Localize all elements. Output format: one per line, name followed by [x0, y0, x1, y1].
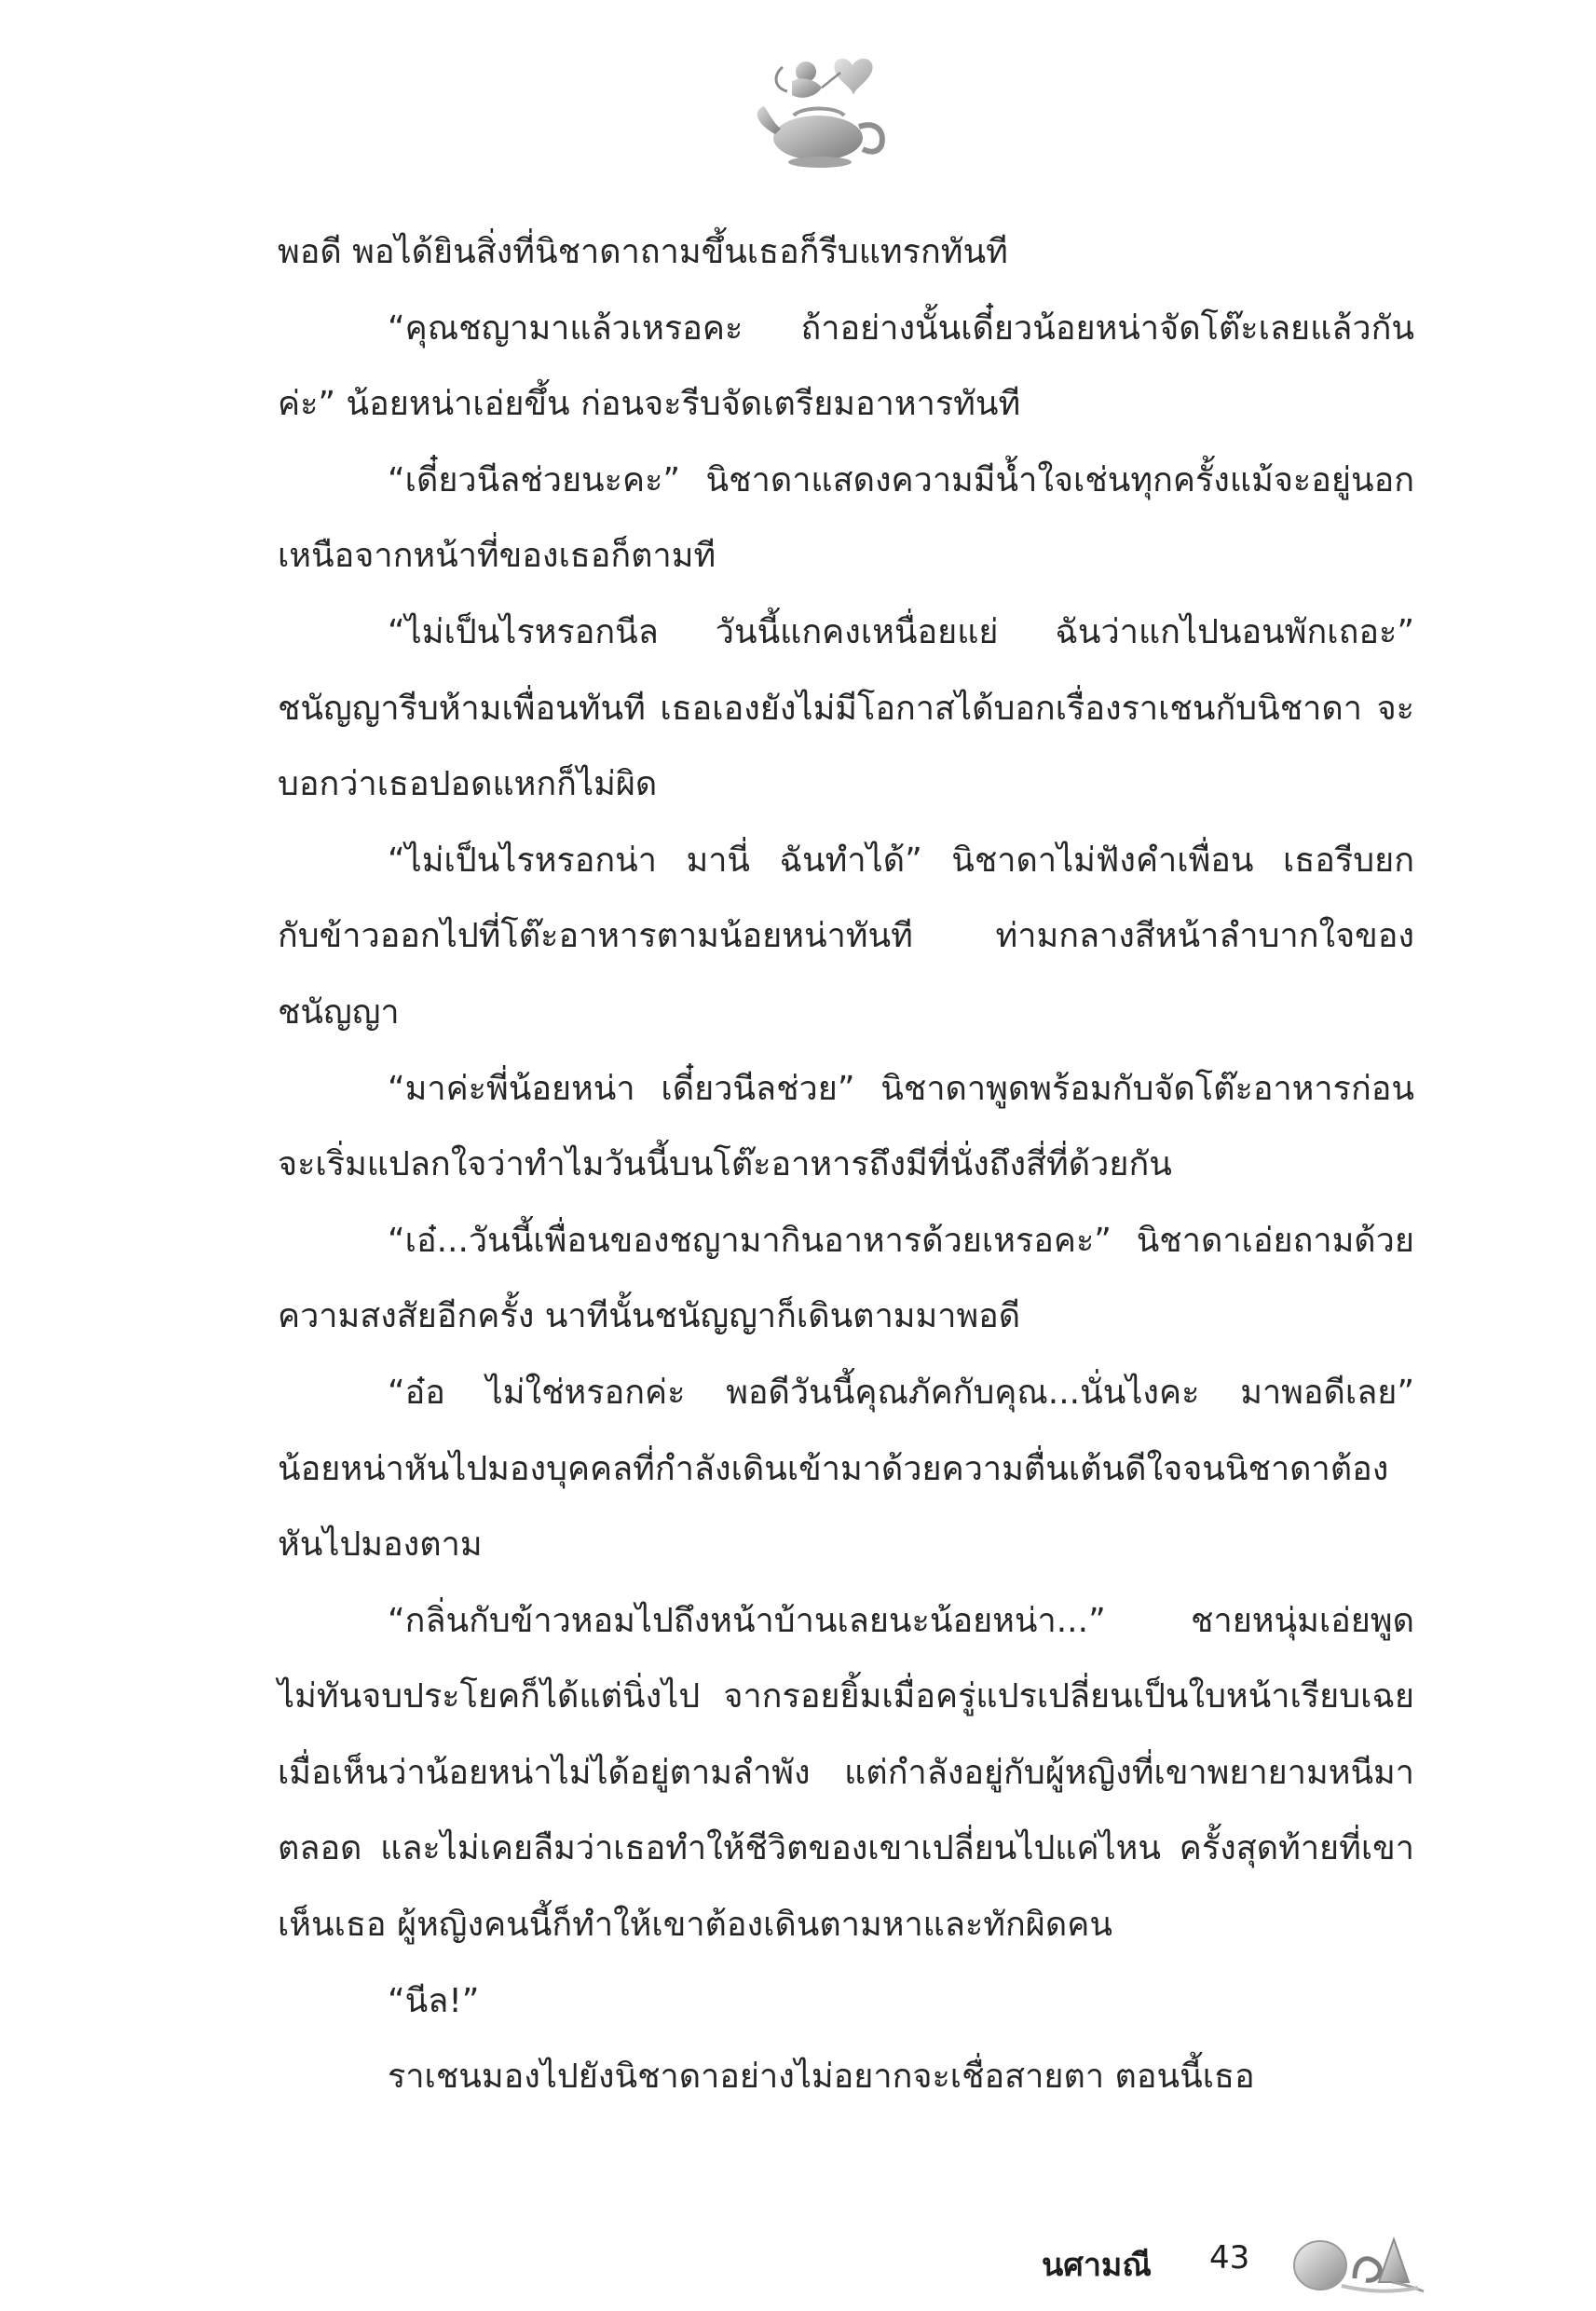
paragraph: พอดี พอได้ยินสิ่งที่นิชาดาถามขึ้นเธอก็รีบแทรกทันที [278, 233, 1008, 271]
page-number: 43 [1209, 2239, 1250, 2277]
paragraph: “กลิ่นกับข้าวหอมไปถึงหน้าบ้านเลยนะน้อยหน่า...” ชายหนุ่มเอ่ยพูดไม่ทันจบประโยคก็ได้แต่นิ่งไป จากรอยยิ้มเมื่อครู่แปรเปลี่ยนเป็นใบหน้าเรียบเฉย เมื่อเห็นว่าน้อยหน่าไม่ได้อยู่ตามลำพัง แต่กำลังอยู่กับผู้หญิงที่เขาพยายามหนีมาตลอด และไม่เคยลืมว่าเธอทำให้ชีวิตของเขาเปลี่ยนไปแค่ไหน ครั้งสุดท้ายที่เขาเห็นเธอ ผู้หญิงคนนี้ก็ทำให้เขาต้องเดินตามหาและทักผิดคน [278, 1601, 1414, 1945]
paragraph: “เอ๋...วันนี้เพื่อนของชญามากินอาหารด้วยเหรอคะ” นิชาดาเอ่ยถามด้วยความสงสัยอีกครั้ง นาทีนั้นชนัญญาก็เดินตามมาพอดี [278, 1221, 1414, 1336]
footer-logo-icon [1288, 2226, 1427, 2301]
paragraph: ราเชนมองไปยังนิชาดาอย่างไม่อยากจะเชื่อสายตา ตอนนี้เธอ [388, 2058, 1255, 2097]
paragraph: “คุณชญามาแล้วเหรอคะ ถ้าอย่างนั้นเดี๋ยวน้อยหน่าจัดโต๊ะเลยแล้วกันค่ะ” น้อยหน่าเอ่ยขึ้น ก่อนจะรีบจัดเตรียมอาหารทันที [278, 308, 1414, 424]
paragraph: “เดี๋ยวนีลช่วยนะคะ” นิชาดาแสดงความมีน้ำใจเช่นทุกครั้งแม้จะอยู่นอกเหนือจากหน้าที่ของเธอก็ตามที [278, 460, 1414, 576]
book-title: นศามณี [1042, 2247, 1152, 2284]
paragraph: “มาค่ะพี่น้อยหน่า เดี๋ยวนีลช่วย” นิชาดาพูดพร้อมกับจัดโต๊ะอาหารก่อนจะเริ่มแปลกใจว่าทำไมวันนี้บนโต๊ะอาหารถึงมีที่นั่งถึงสี่ที่ด้วยกัน [278, 1069, 1414, 1184]
paragraph: “ไม่เป็นไรหรอกน่า มานี่ ฉันทำได้” นิชาดาไม่ฟังคำเพื่อน เธอรีบยกกับข้าวออกไปที่โต๊ะอาหารตามน้อยหน่าทันที ท่ามกลางสีหน้าลำบากใจของชนัญญา [278, 841, 1414, 1032]
paragraph: “นีล!” [388, 1981, 480, 2020]
teapot-ornament-icon [736, 48, 913, 179]
body-text [278, 214, 1414, 2115]
paragraph: “อ๋อ ไม่ใช่หรอกค่ะ พอดีวันนี้คุณภัคกับคุณ...นั่นไงคะ มาพอดีเลย” น้อยหน่าหันไปมองบุคคลที่กำลังเดินเข้ามาด้วยความตื่นเต้นดีใจจนนิชาดาต้องหันไปมองตาม [278, 1373, 1414, 1565]
paragraph: “ไม่เป็นไรหรอกนีล วันนี้แกคงเหนื่อยแย่ ฉันว่าแกไปนอนพักเถอะ” ชนัญญารีบห้ามเพื่อนทันที เธอเองยังไม่มีโอกาสได้บอกเรื่องราเชนกับนิชาดา จะบอกว่าเธอปอดแหกก็ไม่ผิด [278, 612, 1414, 804]
page-footer [0, 2232, 1596, 2306]
